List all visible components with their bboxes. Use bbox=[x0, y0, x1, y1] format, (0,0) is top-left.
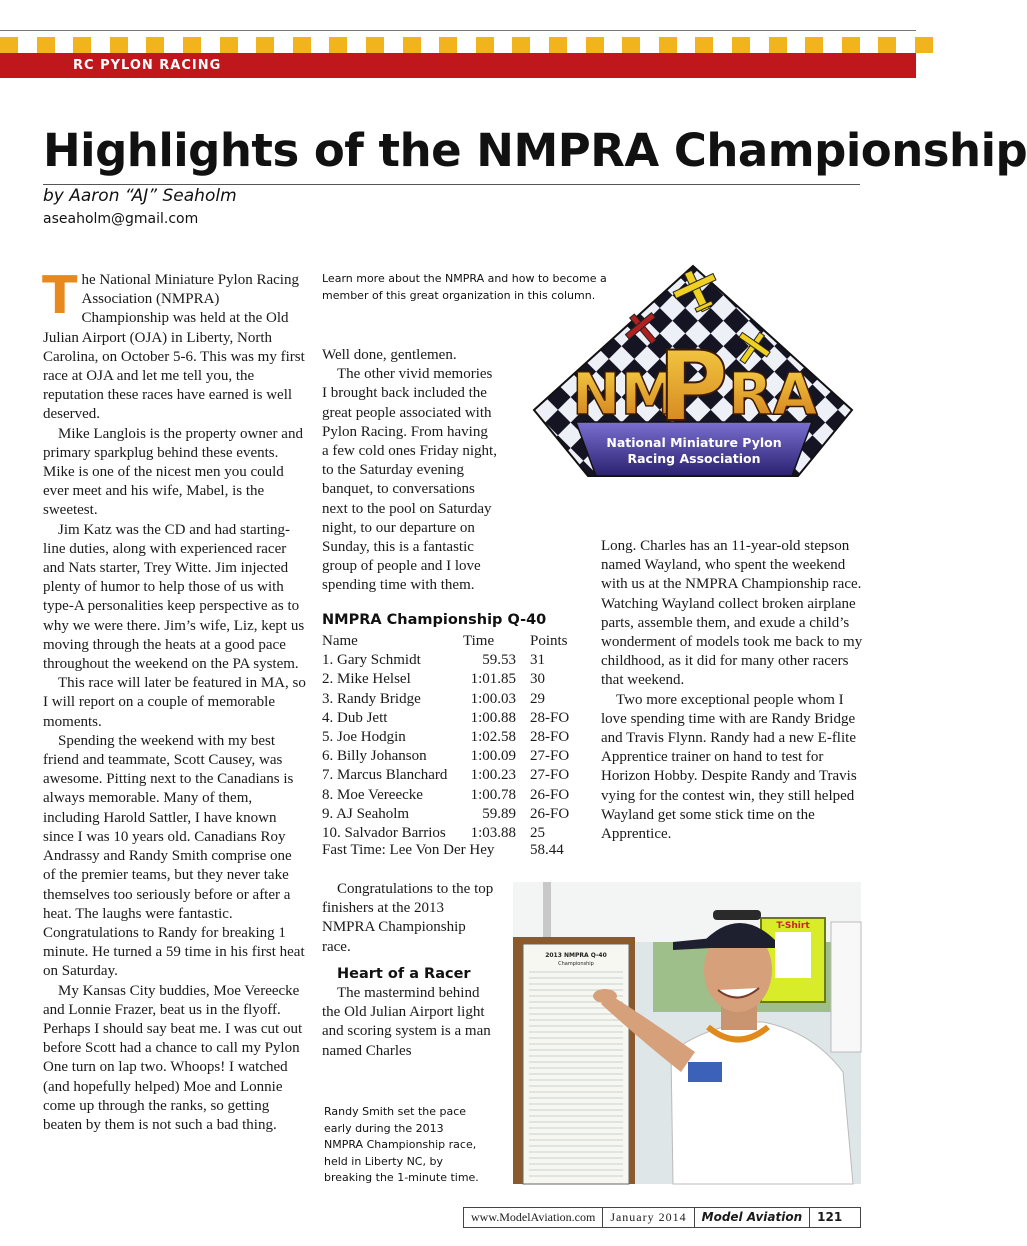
checker-square bbox=[769, 37, 787, 53]
checker-square bbox=[549, 37, 567, 53]
results-time: 1:00.09 bbox=[470, 748, 516, 765]
article-column-2-bottom bbox=[322, 880, 497, 1061]
fast-time-value: 58.44 bbox=[530, 842, 564, 858]
logo-letter-p: P bbox=[658, 331, 729, 443]
paragraph: This race will later be featured in MA, so I will report on a couple of memorable moments. bbox=[43, 675, 306, 730]
results-time: 1:03.88 bbox=[470, 825, 516, 842]
results-time: 59.89 bbox=[482, 805, 516, 822]
footer-date: January 2014 bbox=[603, 1208, 694, 1227]
photo-caption: Randy Smith set the pace early during the 2013 NMPRA Championship race, held in Liberty NC, by breaking the 1-minute time. bbox=[324, 1105, 479, 1184]
title-rule bbox=[43, 184, 860, 185]
checker-square bbox=[695, 37, 713, 53]
article-column-2-top bbox=[322, 346, 562, 596]
results-title: NMPRA Championship Q-40 bbox=[322, 612, 547, 628]
results-points: 27-FO bbox=[530, 767, 570, 784]
results-points: 25 bbox=[530, 825, 545, 842]
paragraph: Congratulations to the top finishers at the 2013 NMPRA Championship race. bbox=[322, 881, 494, 955]
results-header-name: Name bbox=[322, 633, 358, 649]
article-title: Highlights of the NMPRA Championship bbox=[43, 124, 1027, 177]
results-name: 3. Randy Bridge bbox=[322, 690, 421, 707]
results-points: 27-FO bbox=[530, 748, 570, 765]
sheet-subtitle: Championship bbox=[558, 961, 594, 967]
checker-square bbox=[842, 37, 860, 53]
paragraph: The mastermind behind the Old Julian Airport light and scoring system is a man named Charles bbox=[322, 985, 491, 1059]
checker-square bbox=[256, 37, 274, 53]
checker-square bbox=[183, 37, 201, 53]
sunglasses-icon bbox=[713, 910, 761, 920]
fast-time-row bbox=[322, 842, 572, 859]
checker-square bbox=[293, 37, 311, 53]
checker-square bbox=[732, 37, 750, 53]
paragraph: Jim Katz was the CD and had starting-line duties, along with experienced racer and Nats starter, Trey Witte. Jim injected plenty of humor to help those of us with type-A personalities keep perspective as to why we were there. Jim’s wife, Liz, kept us moving through the heats at a good pace throughout the weekend on the PA system. bbox=[43, 521, 305, 673]
results-row bbox=[322, 824, 575, 843]
results-row bbox=[322, 805, 575, 824]
checker-square bbox=[366, 37, 384, 53]
article-column-3 bbox=[601, 537, 865, 844]
section-label: RC PYLON RACING bbox=[73, 58, 222, 73]
paragraph: My Kansas City buddies, Moe Vereecke and Lonnie Frazer, beat us in the flyoff. Perhaps I should say beat me. I was cut out before Scott had a chance to call my Pylon One turn on lap two. Whoops! I watched (and hopefully helped) Moe and Lonnie come up through the ranks, so getting beaten by them is not such a bad thing. bbox=[43, 982, 303, 1133]
logo-line-1: National Miniature Pylon bbox=[606, 435, 782, 450]
results-points: 26-FO bbox=[530, 786, 570, 803]
results-row bbox=[322, 747, 575, 766]
byline: by Aaron “AJ” Seaholm bbox=[43, 186, 237, 206]
logo-letters-left: NM bbox=[572, 360, 679, 428]
paragraph: The other vivid memories I brought back included the great people associated with Pylon Racing. From having a few cold ones Friday night, to the Saturday evening banquet, to conversations next to the pool on Saturday night, to our departure on Sunday, this is a fantastic group of people and I love spending time with them. bbox=[322, 366, 497, 594]
paragraph: Two more exceptional people whom I love spending time with are Randy Bridge and Travis Flynn. Randy had a new E-flite Apprentice trainer on hand to test for Horizon Hobby. Despite Randy and Travis vying for the contest win, they still helped Wayland get some stick time on the Apprentice. bbox=[601, 691, 857, 843]
footer-magazine: Model Aviation bbox=[695, 1208, 811, 1227]
photo-randy-smith bbox=[513, 882, 861, 1184]
checker-square bbox=[915, 37, 933, 53]
results-points: 30 bbox=[530, 671, 545, 688]
results-header-time: Time bbox=[463, 633, 495, 649]
top-rule bbox=[0, 30, 916, 31]
results-time: 59.53 bbox=[482, 652, 516, 669]
checker-square bbox=[220, 37, 238, 53]
results-time: 1:00.23 bbox=[470, 767, 516, 784]
checker-square bbox=[146, 37, 164, 53]
results-name: 9. AJ Seaholm bbox=[322, 805, 410, 822]
author-email[interactable]: aseaholm@gmail.com bbox=[43, 211, 199, 227]
tshirt-sign-text: T-Shirt bbox=[776, 921, 810, 931]
results-row bbox=[322, 690, 575, 709]
results-row bbox=[322, 728, 575, 747]
paragraph: Mike Langlois is the property owner and primary sparkplug behind these events. Mike is one of the nicest men you could ever meet and his wife, Mabel, is the sweetest. bbox=[43, 425, 303, 519]
logo-line-2: Racing Association bbox=[627, 451, 761, 466]
results-header-points: Points bbox=[530, 633, 568, 649]
results-header-row bbox=[322, 632, 575, 651]
results-row bbox=[322, 651, 575, 670]
results-points: 28-FO bbox=[530, 729, 570, 746]
checker-square bbox=[805, 37, 823, 53]
checker-square bbox=[0, 37, 18, 53]
checker-square bbox=[439, 37, 457, 53]
results-row bbox=[322, 766, 575, 785]
fast-time-label: Fast Time: Lee Von Der Hey bbox=[322, 842, 495, 858]
article-column-1 bbox=[42, 266, 306, 1135]
checker-square bbox=[622, 37, 640, 53]
checker-square bbox=[878, 37, 896, 53]
results-name: 5. Joe Hodgin bbox=[322, 729, 406, 746]
results-points: 26-FO bbox=[530, 805, 570, 822]
checker-square bbox=[110, 37, 128, 53]
results-name: 10. Salvador Barrios bbox=[322, 825, 446, 842]
logo-caption: Learn more about the NMPRA and how to become a member of this great organization in this column. bbox=[322, 272, 607, 302]
results-row bbox=[322, 709, 575, 728]
paragraph: The National Miniature Pylon Racing Association (NMPRA) Championship was held at the Old Julian Airport (OJA) in Liberty, North Carolina, on October 5-6. This was my first race at OJA and let me tell you, the reputation these races have earned is well deserved. bbox=[42, 266, 305, 423]
results-name: 2. Mike Helsel bbox=[322, 671, 411, 688]
results-sheet bbox=[523, 944, 629, 1184]
results-time: 1:00.03 bbox=[470, 690, 516, 707]
checker-square bbox=[512, 37, 530, 53]
drop-cap: T bbox=[42, 266, 78, 326]
logo-letters-right: RA bbox=[728, 360, 818, 428]
paragraph: Well done, gentlemen. bbox=[322, 347, 457, 363]
results-points: 28-FO bbox=[530, 709, 570, 726]
footer-page-number: 121 bbox=[817, 1210, 843, 1224]
results-name: 6. Billy Johanson bbox=[322, 748, 427, 765]
footer-url[interactable]: www.ModelAviation.com bbox=[464, 1208, 603, 1227]
results-row bbox=[322, 786, 575, 805]
results-table bbox=[322, 632, 575, 843]
results-time: 1:00.78 bbox=[470, 786, 516, 803]
checker-square bbox=[403, 37, 421, 53]
sheet-title: 2013 NMPRA Q-40 bbox=[545, 952, 607, 959]
results-name: 1. Gary Schmidt bbox=[322, 652, 421, 669]
nmpra-logo bbox=[530, 262, 856, 494]
results-name: 7. Marcus Blanchard bbox=[322, 767, 448, 784]
results-name: 4. Dub Jett bbox=[322, 709, 388, 726]
paragraph: Spending the weekend with my best friend and teammate, Scott Causey, was awesome. Pitting next to the Canadians is always memorable. Many of them, including Harold Sattler, I have known since I was 10 years old. Canadians Roy Andrassy and Randy Smith comprise one of the premier teams, but they never take themselves too seriously before or after a heat. The laughs were fantastic. Congratulations to Randy for breaking 1 minute. He turned a 59 time in his first heat on Saturday. bbox=[43, 732, 305, 980]
results-time: 1:00.88 bbox=[470, 709, 516, 726]
checker-square bbox=[476, 37, 494, 53]
results-row bbox=[322, 670, 575, 689]
checker-square bbox=[73, 37, 91, 53]
checker-square bbox=[329, 37, 347, 53]
checker-square bbox=[659, 37, 677, 53]
page-footer bbox=[463, 1207, 861, 1228]
results-points: 29 bbox=[530, 690, 545, 707]
results-time: 1:02.58 bbox=[470, 729, 516, 746]
checker-band bbox=[0, 37, 916, 53]
results-name: 8. Moe Vereecke bbox=[322, 786, 423, 803]
subhead-heart-of-a-racer: Heart of a Racer bbox=[337, 965, 471, 982]
results-points: 31 bbox=[530, 652, 545, 669]
results-time: 1:01.85 bbox=[470, 671, 516, 688]
paragraph: Long. Charles has an 11-year-old stepson named Wayland, who spent the weekend with us at the NMPRA Championship race. Watching Wayland collect broken airplane parts, assemble them, and exude a child’s wonderment of models took me back to my childhood, as it did for many other racers that weekend. bbox=[601, 538, 863, 689]
checker-square bbox=[586, 37, 604, 53]
checker-square bbox=[37, 37, 55, 53]
